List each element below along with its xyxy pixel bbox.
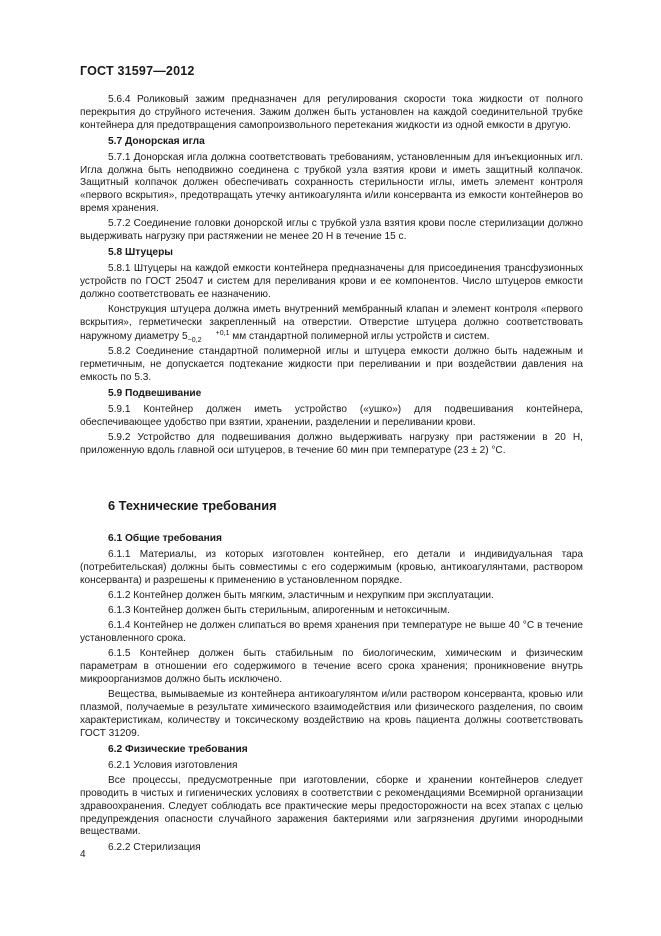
diameter-tolerance — [188, 330, 230, 344]
paragraph-6-1-2: 6.1.2 Контейнер должен быть мягким, эластичным и нехрупким при эксплуатации. — [108, 590, 494, 602]
paragraph-5-8-1: 5.8.1 Штуцеры на каждой емкости контейнера предназначены для присоединения трансфузионных устройств по ГОСТ 25047 и систем для переливания крови и ее компонентов. Число штуцеров емкости должно соответствовать ее назначению. — [80, 263, 583, 300]
paragraph-6-1-5-substances: Вещества, вымываемые из контейнера антикоагулянтом и/или раствором консерванта, кровью или плазмой, получаемые в результате химического взаимодействия или физического разделения, по своим характеристикам, количеству и токсическому воздействию на кровь пациента должны соответствовать ГОСТ 31209. — [80, 689, 583, 739]
paragraph-5-8-1-fitting-design — [80, 304, 583, 344]
paragraph-6-1-5: 6.1.5 Контейнер должен быть стабильным по биологическим, химическим и физическим параметрам в отношении его содержимого в течение всего срока хранения; проникновение внутрь микроорганизмов должно быть исключено. — [80, 648, 583, 686]
section-heading-5-7: 5.7 Донорская игла — [108, 135, 205, 147]
page-number: 4 — [80, 849, 86, 860]
section-heading-5-8: 5.8 Штуцеры — [108, 247, 173, 259]
paragraph-6-1-1: 6.1.1 Материалы, из которых изготовлен контейнер, его детали и индивидуальная тара (потребительская) должны быть совместимы с его содержимым (кровью, антикоагулянтами, раствором консерванта) и разрешены к применению в установленном порядке. — [80, 549, 583, 587]
paragraph-6-1-4: 6.1.4 Контейнер не должен слипаться во время хранения при температуре не выше 40 °С в течение установленного срока. — [80, 620, 583, 645]
paragraph-6-2-1: 6.2.1 Условия изготовления — [108, 759, 238, 771]
section-heading-5-9: 5.9 Подвешивание — [108, 387, 202, 399]
paragraph-5-9-1: 5.9.1 Контейнер должен иметь устройство («ушко») для подвешивания контейнера, обеспечивающее удобство при взятии, хранении, разделении и переливании крови. — [80, 403, 583, 428]
paragraph-5-9-2: 5.9.2 Устройство для подвешивания должно выдерживать нагрузку при растяжении в 20 Н, приложенную вдоль главной оси штуцеров, в течение 60 мин при температуре (23 ± 2) °С. — [80, 431, 583, 456]
fitting-text-start: Конструкция штуцера должна иметь внутренний мембранный клапан и элемент контроля «первого вскрытия», герметически закрепленный на отверстии. Отверстие штуцера должно соответствовать наружному диаметру 5 — [80, 303, 583, 342]
document-body — [80, 94, 583, 857]
section-heading-6-2: 6.2 Физические требования — [108, 743, 248, 755]
paragraph-6-2-1-conditions: Все процессы, предусмотренные при изготовлении, сборке и хранении контейнеров следует проводить в чистых и гигиенических условиях в соответствии с рекомендациями Всемирной организации здравоохранения. Следует соблюдать все практические меры предосторожности на всех этапах с целью предупреждения опасности случайного заражения бактериями или загрязнения другими инородными веществами. — [80, 774, 583, 838]
document-header: ГОСТ 31597—2012 — [80, 64, 195, 78]
paragraph-5-7-2: 5.7.2 Соединение головки донорской иглы с трубкой узла взятия крови после стерилизации должно выдерживать нагрузку при растяжении не менее 20 Н в течение 15 с. — [80, 218, 583, 243]
paragraph-6-2-2: 6.2.2 Стерилизация — [108, 841, 201, 853]
tolerance-plus: +0,1 — [215, 329, 230, 337]
paragraph-6-1-3: 6.1.3 Контейнер должен быть стерильным, апирогенным и нетоксичным. — [108, 605, 450, 617]
chapter-heading-6: 6 Технические требования — [108, 498, 277, 514]
paragraph-5-8-2: 5.8.2 Соединение стандартной полимерной иглы и штуцера емкости должно быть надежным и герметичным, не допускается подтекание жидкости при переливании и при воздействии давления на емкость по 5.3. — [80, 345, 583, 383]
fitting-text-end: мм стандартной полимерной иглы устройств и систем. — [229, 330, 490, 342]
section-heading-6-1: 6.1 Общие требования — [108, 533, 222, 545]
tolerance-minus: −0,2 — [187, 336, 202, 344]
paragraph-5-7-1: 5.7.1 Донорская игла должна соответствовать требованиям, установленным для инъекционных игл. Игла должна быть неподвижно соединена с трубкой узла взятия крови и иметь защитный колпачок. Защитный колпачок должен обеспечивать сохранность стерильности иглы, иметь элемент контроля «первого вскрытия», предотвращать утечку антикоагулянта и/или консерванта из емкости контейнеров во время хранения. — [80, 151, 583, 215]
paragraph-5-6-4: 5.6.4 Роликовый зажим предназначен для регулирования скорости тока жидкости от полного перекрытия до струйного истечения. Зажим должен быть установлен на каждой соединительной трубке контейнера для предотвращения самопроизвольного перетекания жидкости из одной емкости в другую. — [80, 94, 583, 131]
